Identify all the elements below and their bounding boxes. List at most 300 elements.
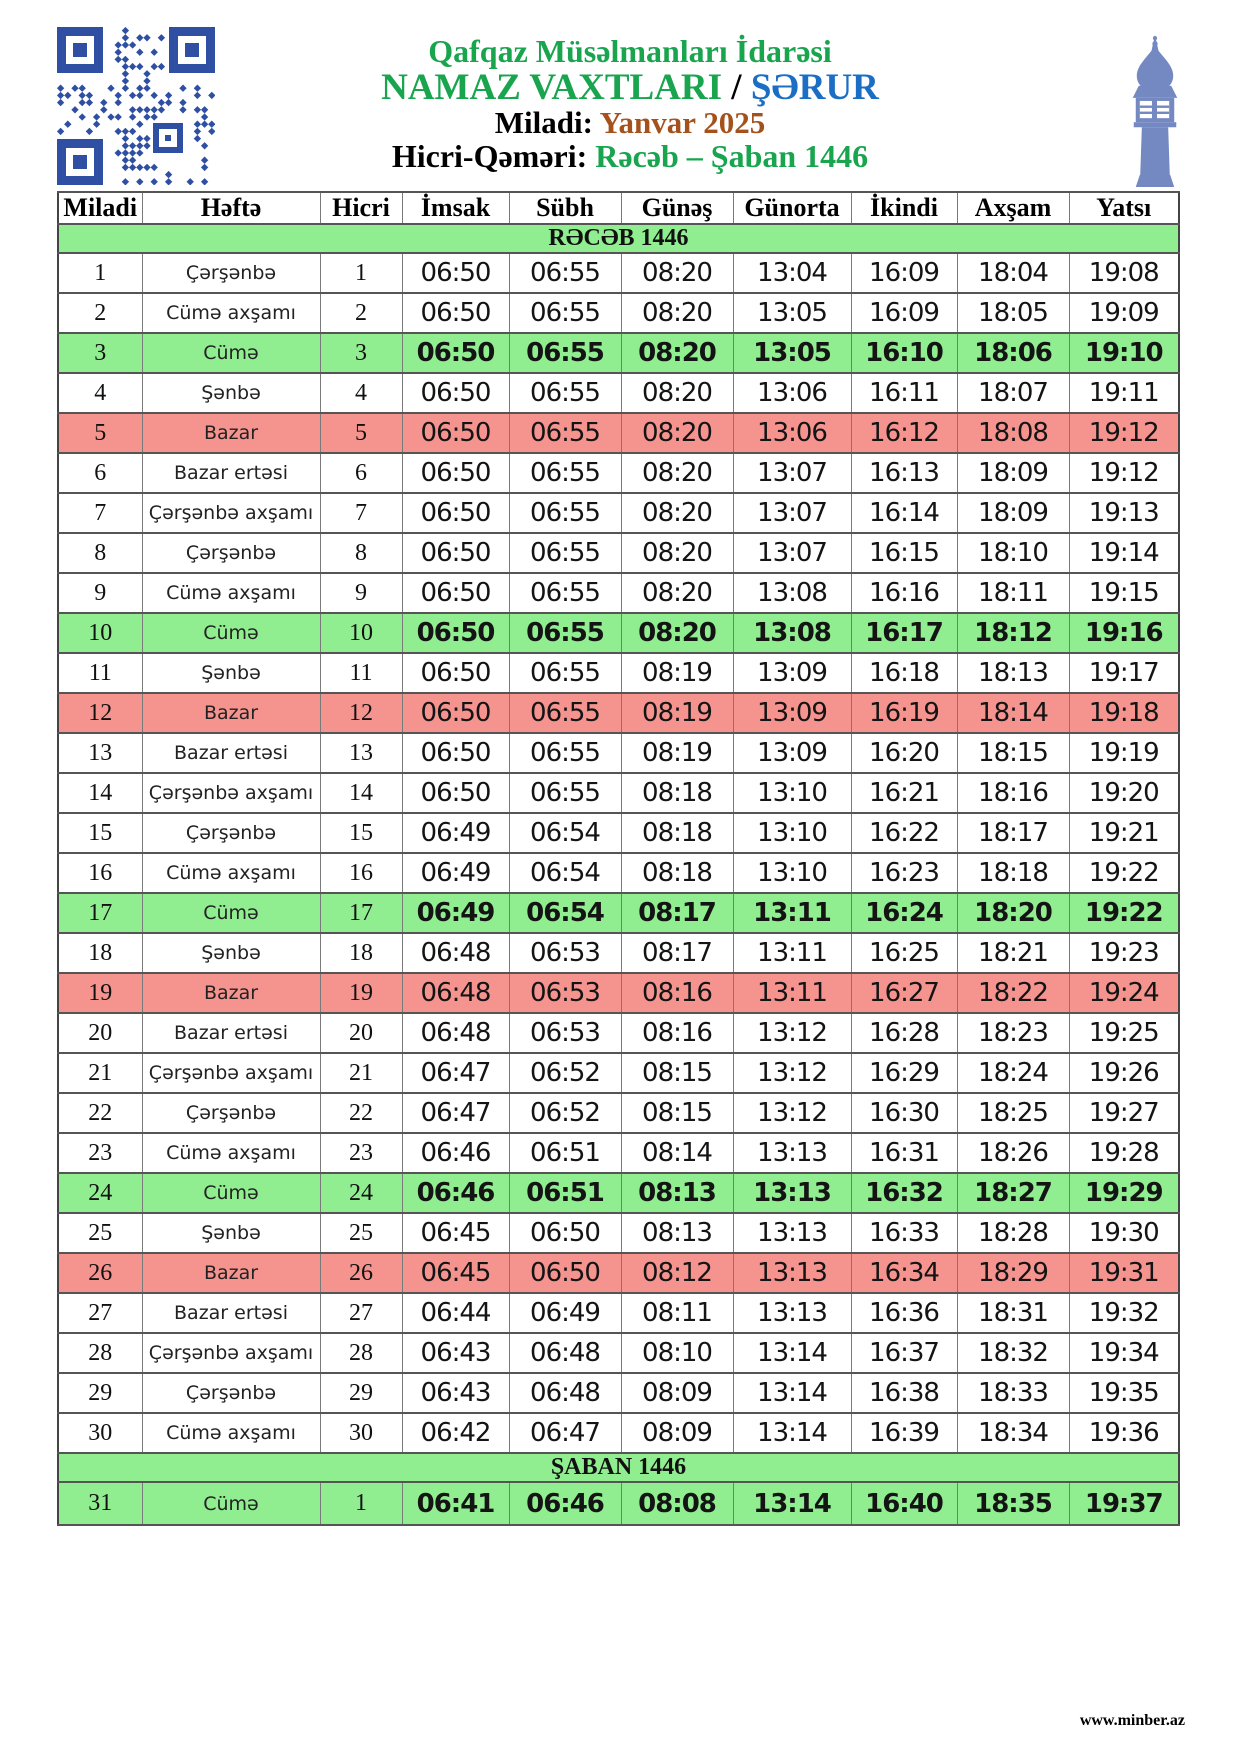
cell-gunes: 08:17 <box>621 893 733 933</box>
cell-miladi: 2 <box>58 293 142 333</box>
prayer-day-row <box>58 453 1179 493</box>
cell-miladi: 20 <box>58 1013 142 1053</box>
cell-hicri: 22 <box>320 1093 402 1133</box>
cell-gunorta: 13:04 <box>733 253 851 293</box>
cell-axsam: 18:06 <box>957 333 1069 373</box>
hicri-line <box>230 139 1030 173</box>
cell-gunes: 08:09 <box>621 1373 733 1413</box>
cell-ikindi: 16:33 <box>851 1213 957 1253</box>
cell-imsak: 06:50 <box>402 773 509 813</box>
cell-subh: 06:55 <box>509 653 621 693</box>
cell-weekday: Cümə <box>142 333 320 373</box>
cell-axsam: 18:05 <box>957 293 1069 333</box>
cell-ikindi: 16:17 <box>851 613 957 653</box>
cell-gunorta: 13:09 <box>733 733 851 773</box>
cell-axsam: 18:04 <box>957 253 1069 293</box>
cell-weekday: Çərşənbə <box>142 253 320 293</box>
cell-subh: 06:47 <box>509 1413 621 1453</box>
cell-weekday: Çərşənbə <box>142 1093 320 1133</box>
cell-axsam: 18:31 <box>957 1293 1069 1333</box>
cell-miladi: 14 <box>58 773 142 813</box>
page-title <box>230 68 1030 107</box>
cell-gunorta: 13:07 <box>733 533 851 573</box>
cell-yatsi: 19:12 <box>1069 453 1179 493</box>
cell-miladi: 12 <box>58 693 142 733</box>
cell-gunorta: 13:11 <box>733 973 851 1013</box>
prayer-day-row <box>58 1173 1179 1213</box>
cell-ikindi: 16:21 <box>851 773 957 813</box>
col-header-gunorta: Günorta <box>733 192 851 224</box>
cell-ikindi: 16:29 <box>851 1053 957 1093</box>
cell-subh: 06:55 <box>509 493 621 533</box>
cell-gunes: 08:14 <box>621 1133 733 1173</box>
cell-hicri: 24 <box>320 1173 402 1213</box>
cell-miladi: 4 <box>58 373 142 413</box>
cell-gunes: 08:09 <box>621 1413 733 1453</box>
cell-ikindi: 16:15 <box>851 533 957 573</box>
cell-subh: 06:48 <box>509 1373 621 1413</box>
cell-imsak: 06:43 <box>402 1333 509 1373</box>
cell-gunorta: 13:07 <box>733 493 851 533</box>
cell-axsam: 18:25 <box>957 1093 1069 1133</box>
cell-weekday: Cümə <box>142 1173 320 1213</box>
cell-subh: 06:52 <box>509 1093 621 1133</box>
cell-gunorta: 13:11 <box>733 893 851 933</box>
cell-hicri: 1 <box>320 1482 402 1525</box>
cell-yatsi: 19:20 <box>1069 773 1179 813</box>
cell-gunorta: 13:05 <box>733 333 851 373</box>
cell-gunes: 08:10 <box>621 1333 733 1373</box>
cell-gunes: 08:20 <box>621 333 733 373</box>
cell-gunorta: 13:06 <box>733 413 851 453</box>
cell-yatsi: 19:16 <box>1069 613 1179 653</box>
title-main: NAMAZ VAXTLARI <box>381 67 723 108</box>
cell-subh: 06:51 <box>509 1133 621 1173</box>
cell-ikindi: 16:28 <box>851 1013 957 1053</box>
cell-miladi: 19 <box>58 973 142 1013</box>
cell-weekday: Bazar ertəsi <box>142 1013 320 1053</box>
cell-axsam: 18:14 <box>957 693 1069 733</box>
prayer-day-row <box>58 1093 1179 1133</box>
cell-gunorta: 13:14 <box>733 1413 851 1453</box>
cell-hicri: 20 <box>320 1013 402 1053</box>
cell-miladi: 18 <box>58 933 142 973</box>
cell-yatsi: 19:19 <box>1069 733 1179 773</box>
cell-gunes: 08:20 <box>621 253 733 293</box>
cell-yatsi: 19:22 <box>1069 853 1179 893</box>
cell-imsak: 06:50 <box>402 573 509 613</box>
hicri-label: Hicri-Qəməri: <box>391 138 588 174</box>
cell-axsam: 18:12 <box>957 613 1069 653</box>
cell-miladi: 8 <box>58 533 142 573</box>
cell-imsak: 06:47 <box>402 1053 509 1093</box>
cell-yatsi: 19:27 <box>1069 1093 1179 1133</box>
cell-ikindi: 16:10 <box>851 333 957 373</box>
cell-axsam: 18:24 <box>957 1053 1069 1093</box>
month-banner-label: ŞABAN 1446 <box>58 1453 1179 1482</box>
cell-weekday: Cümə axşamı <box>142 1133 320 1173</box>
cell-imsak: 06:50 <box>402 653 509 693</box>
cell-hicri: 29 <box>320 1373 402 1413</box>
cell-imsak: 06:50 <box>402 333 509 373</box>
cell-axsam: 18:09 <box>957 493 1069 533</box>
cell-subh: 06:50 <box>509 1253 621 1293</box>
cell-gunes: 08:20 <box>621 613 733 653</box>
cell-gunes: 08:20 <box>621 573 733 613</box>
cell-ikindi: 16:24 <box>851 893 957 933</box>
cell-axsam: 18:29 <box>957 1253 1069 1293</box>
cell-weekday: Çərşənbə axşamı <box>142 773 320 813</box>
cell-weekday: Çərşənbə axşamı <box>142 1333 320 1373</box>
cell-gunorta: 13:06 <box>733 373 851 413</box>
prayer-times-table <box>57 191 1180 1526</box>
cell-gunes: 08:20 <box>621 493 733 533</box>
prayer-day-row <box>58 573 1179 613</box>
cell-imsak: 06:45 <box>402 1213 509 1253</box>
cell-weekday: Cümə <box>142 613 320 653</box>
cell-miladi: 25 <box>58 1213 142 1253</box>
cell-ikindi: 16:11 <box>851 373 957 413</box>
cell-weekday: Şənbə <box>142 373 320 413</box>
cell-miladi: 27 <box>58 1293 142 1333</box>
cell-hicri: 15 <box>320 813 402 853</box>
cell-weekday: Şənbə <box>142 653 320 693</box>
cell-yatsi: 19:23 <box>1069 933 1179 973</box>
cell-miladi: 23 <box>58 1133 142 1173</box>
cell-imsak: 06:48 <box>402 933 509 973</box>
cell-axsam: 18:16 <box>957 773 1069 813</box>
cell-gunorta: 13:14 <box>733 1482 851 1525</box>
cell-hicri: 9 <box>320 573 402 613</box>
cell-subh: 06:53 <box>509 1013 621 1053</box>
cell-yatsi: 19:30 <box>1069 1213 1179 1253</box>
cell-subh: 06:54 <box>509 853 621 893</box>
cell-miladi: 28 <box>58 1333 142 1373</box>
cell-weekday: Bazar ertəsi <box>142 1293 320 1333</box>
cell-gunes: 08:18 <box>621 773 733 813</box>
cell-axsam: 18:10 <box>957 533 1069 573</box>
cell-yatsi: 19:10 <box>1069 333 1179 373</box>
cell-axsam: 18:18 <box>957 853 1069 893</box>
col-header-yatsi: Yatsı <box>1069 192 1179 224</box>
cell-miladi: 7 <box>58 493 142 533</box>
cell-subh: 06:54 <box>509 893 621 933</box>
cell-hicri: 13 <box>320 733 402 773</box>
cell-imsak: 06:49 <box>402 853 509 893</box>
cell-ikindi: 16:19 <box>851 693 957 733</box>
cell-gunorta: 13:12 <box>733 1093 851 1133</box>
cell-gunes: 08:12 <box>621 1253 733 1293</box>
cell-hicri: 10 <box>320 613 402 653</box>
cell-miladi: 15 <box>58 813 142 853</box>
cell-gunes: 08:13 <box>621 1213 733 1253</box>
cell-hicri: 17 <box>320 893 402 933</box>
cell-gunorta: 13:11 <box>733 933 851 973</box>
cell-axsam: 18:23 <box>957 1013 1069 1053</box>
cell-weekday: Bazar <box>142 973 320 1013</box>
cell-ikindi: 16:37 <box>851 1333 957 1373</box>
mosque-minaret-icon <box>1128 25 1182 187</box>
organization-title: Qafqaz Müsəlmanları İdarəsi <box>428 33 832 69</box>
cell-yatsi: 19:14 <box>1069 533 1179 573</box>
cell-gunorta: 13:10 <box>733 813 851 853</box>
cell-yatsi: 19:22 <box>1069 893 1179 933</box>
cell-gunes: 08:20 <box>621 453 733 493</box>
cell-subh: 06:46 <box>509 1482 621 1525</box>
prayer-day-row <box>58 533 1179 573</box>
cell-imsak: 06:50 <box>402 253 509 293</box>
prayer-day-row <box>58 1413 1179 1453</box>
table-header <box>58 192 1179 224</box>
cell-axsam: 18:20 <box>957 893 1069 933</box>
cell-weekday: Şənbə <box>142 933 320 973</box>
prayer-day-row <box>58 493 1179 533</box>
cell-gunes: 08:20 <box>621 293 733 333</box>
col-header-hicri: Hicri <box>320 192 402 224</box>
cell-subh: 06:49 <box>509 1293 621 1333</box>
cell-gunorta: 13:05 <box>733 293 851 333</box>
cell-weekday: Bazar <box>142 413 320 453</box>
prayer-day-row <box>58 1373 1179 1413</box>
cell-miladi: 29 <box>58 1373 142 1413</box>
prayer-day-row <box>58 933 1179 973</box>
prayer-day-row <box>58 1482 1179 1525</box>
cell-weekday: Cümə <box>142 1482 320 1525</box>
cell-gunes: 08:19 <box>621 653 733 693</box>
cell-yatsi: 19:13 <box>1069 493 1179 533</box>
cell-gunorta: 13:10 <box>733 853 851 893</box>
cell-imsak: 06:46 <box>402 1173 509 1213</box>
cell-ikindi: 16:40 <box>851 1482 957 1525</box>
cell-yatsi: 19:32 <box>1069 1293 1179 1333</box>
cell-subh: 06:48 <box>509 1333 621 1373</box>
cell-imsak: 06:45 <box>402 1253 509 1293</box>
cell-imsak: 06:50 <box>402 533 509 573</box>
cell-subh: 06:55 <box>509 733 621 773</box>
cell-yatsi: 19:25 <box>1069 1013 1179 1053</box>
cell-imsak: 06:50 <box>402 613 509 653</box>
cell-ikindi: 16:13 <box>851 453 957 493</box>
cell-miladi: 31 <box>58 1482 142 1525</box>
cell-yatsi: 19:35 <box>1069 1373 1179 1413</box>
cell-gunorta: 13:10 <box>733 773 851 813</box>
cell-subh: 06:50 <box>509 1213 621 1253</box>
cell-hicri: 6 <box>320 453 402 493</box>
cell-axsam: 18:07 <box>957 373 1069 413</box>
month-banner-row <box>58 224 1179 253</box>
cell-axsam: 18:22 <box>957 973 1069 1013</box>
cell-axsam: 18:32 <box>957 1333 1069 1373</box>
page-title-block <box>230 34 1030 173</box>
prayer-day-row <box>58 1053 1179 1093</box>
prayer-day-row <box>58 973 1179 1013</box>
cell-hicri: 30 <box>320 1413 402 1453</box>
col-header-ikindi: İkindi <box>851 192 957 224</box>
cell-weekday: Bazar ertəsi <box>142 453 320 493</box>
cell-gunes: 08:20 <box>621 373 733 413</box>
cell-miladi: 26 <box>58 1253 142 1293</box>
cell-ikindi: 16:22 <box>851 813 957 853</box>
cell-gunes: 08:16 <box>621 1013 733 1053</box>
cell-imsak: 06:46 <box>402 1133 509 1173</box>
cell-hicri: 21 <box>320 1053 402 1093</box>
col-header-hefte: Həftə <box>142 192 320 224</box>
cell-imsak: 06:47 <box>402 1093 509 1133</box>
miladi-line <box>230 107 1030 139</box>
cell-gunorta: 13:13 <box>733 1293 851 1333</box>
cell-ikindi: 16:36 <box>851 1293 957 1333</box>
cell-hicri: 23 <box>320 1133 402 1173</box>
cell-imsak: 06:44 <box>402 1293 509 1333</box>
cell-subh: 06:55 <box>509 693 621 733</box>
prayer-day-row <box>58 653 1179 693</box>
cell-miladi: 13 <box>58 733 142 773</box>
cell-yatsi: 19:34 <box>1069 1333 1179 1373</box>
prayer-day-row <box>58 1213 1179 1253</box>
cell-subh: 06:55 <box>509 293 621 333</box>
cell-gunes: 08:13 <box>621 1173 733 1213</box>
cell-axsam: 18:13 <box>957 653 1069 693</box>
cell-ikindi: 16:38 <box>851 1373 957 1413</box>
cell-imsak: 06:49 <box>402 813 509 853</box>
cell-miladi: 17 <box>58 893 142 933</box>
cell-weekday: Cümə axşamı <box>142 573 320 613</box>
cell-weekday: Çərşənbə axşamı <box>142 493 320 533</box>
title-city: ŞƏRUR <box>750 67 879 108</box>
cell-ikindi: 16:39 <box>851 1413 957 1453</box>
cell-ikindi: 16:09 <box>851 253 957 293</box>
cell-subh: 06:55 <box>509 333 621 373</box>
cell-ikindi: 16:32 <box>851 1173 957 1213</box>
cell-weekday: Bazar ertəsi <box>142 733 320 773</box>
cell-ikindi: 16:16 <box>851 573 957 613</box>
cell-subh: 06:51 <box>509 1173 621 1213</box>
cell-hicri: 18 <box>320 933 402 973</box>
cell-miladi: 5 <box>58 413 142 453</box>
cell-weekday: Bazar <box>142 1253 320 1293</box>
cell-yatsi: 19:36 <box>1069 1413 1179 1453</box>
cell-imsak: 06:49 <box>402 893 509 933</box>
cell-ikindi: 16:18 <box>851 653 957 693</box>
cell-ikindi: 16:23 <box>851 853 957 893</box>
cell-gunorta: 13:14 <box>733 1333 851 1373</box>
cell-hicri: 7 <box>320 493 402 533</box>
prayer-day-row <box>58 373 1179 413</box>
cell-gunorta: 13:08 <box>733 613 851 653</box>
cell-subh: 06:55 <box>509 453 621 493</box>
cell-miladi: 3 <box>58 333 142 373</box>
cell-axsam: 18:09 <box>957 453 1069 493</box>
prayer-day-row <box>58 293 1179 333</box>
cell-ikindi: 16:09 <box>851 293 957 333</box>
cell-miladi: 10 <box>58 613 142 653</box>
cell-yatsi: 19:24 <box>1069 973 1179 1013</box>
cell-axsam: 18:26 <box>957 1133 1069 1173</box>
cell-hicri: 27 <box>320 1293 402 1333</box>
cell-hicri: 19 <box>320 973 402 1013</box>
cell-axsam: 18:35 <box>957 1482 1069 1525</box>
col-header-miladi: Miladi <box>58 192 142 224</box>
cell-ikindi: 16:27 <box>851 973 957 1013</box>
cell-yatsi: 19:37 <box>1069 1482 1179 1525</box>
cell-axsam: 18:33 <box>957 1373 1069 1413</box>
cell-subh: 06:52 <box>509 1053 621 1093</box>
cell-gunes: 08:20 <box>621 533 733 573</box>
col-header-gunes: Günəş <box>621 192 733 224</box>
cell-subh: 06:55 <box>509 773 621 813</box>
cell-axsam: 18:15 <box>957 733 1069 773</box>
cell-yatsi: 19:21 <box>1069 813 1179 853</box>
prayer-day-row <box>58 1333 1179 1373</box>
cell-ikindi: 16:12 <box>851 413 957 453</box>
cell-weekday: Bazar <box>142 693 320 733</box>
cell-axsam: 18:21 <box>957 933 1069 973</box>
cell-hicri: 16 <box>320 853 402 893</box>
cell-hicri: 25 <box>320 1213 402 1253</box>
cell-imsak: 06:42 <box>402 1413 509 1453</box>
cell-yatsi: 19:09 <box>1069 293 1179 333</box>
cell-axsam: 18:08 <box>957 413 1069 453</box>
cell-gunorta: 13:07 <box>733 453 851 493</box>
cell-hicri: 4 <box>320 373 402 413</box>
table-header-row <box>58 192 1179 224</box>
cell-miladi: 11 <box>58 653 142 693</box>
cell-gunorta: 13:13 <box>733 1253 851 1293</box>
cell-imsak: 06:41 <box>402 1482 509 1525</box>
cell-gunes: 08:18 <box>621 813 733 853</box>
cell-subh: 06:53 <box>509 973 621 1013</box>
prayer-table-body <box>58 224 1179 1525</box>
prayer-day-row <box>58 693 1179 733</box>
prayer-day-row <box>58 773 1179 813</box>
cell-hicri: 14 <box>320 773 402 813</box>
cell-imsak: 06:50 <box>402 413 509 453</box>
col-header-subh: Sübh <box>509 192 621 224</box>
cell-axsam: 18:17 <box>957 813 1069 853</box>
cell-miladi: 22 <box>58 1093 142 1133</box>
cell-weekday: Cümə axşamı <box>142 293 320 333</box>
cell-yatsi: 19:12 <box>1069 413 1179 453</box>
cell-weekday: Çərşənbə <box>142 533 320 573</box>
cell-gunes: 08:11 <box>621 1293 733 1333</box>
cell-gunorta: 13:09 <box>733 693 851 733</box>
prayer-day-row <box>58 853 1179 893</box>
cell-yatsi: 19:15 <box>1069 573 1179 613</box>
cell-subh: 06:55 <box>509 413 621 453</box>
cell-yatsi: 19:28 <box>1069 1133 1179 1173</box>
prayer-day-row <box>58 893 1179 933</box>
cell-subh: 06:55 <box>509 253 621 293</box>
cell-hicri: 11 <box>320 653 402 693</box>
cell-gunorta: 13:08 <box>733 573 851 613</box>
cell-hicri: 26 <box>320 1253 402 1293</box>
cell-weekday: Çərşənbə <box>142 1373 320 1413</box>
miladi-value: Yanvar 2025 <box>599 105 766 140</box>
cell-yatsi: 19:26 <box>1069 1053 1179 1093</box>
cell-hicri: 28 <box>320 1333 402 1373</box>
cell-imsak: 06:48 <box>402 973 509 1013</box>
cell-imsak: 06:50 <box>402 493 509 533</box>
cell-hicri: 1 <box>320 253 402 293</box>
cell-gunorta: 13:12 <box>733 1013 851 1053</box>
cell-imsak: 06:48 <box>402 1013 509 1053</box>
prayer-day-row <box>58 253 1179 293</box>
cell-weekday: Çərşənbə axşamı <box>142 1053 320 1093</box>
cell-gunes: 08:19 <box>621 733 733 773</box>
cell-subh: 06:55 <box>509 573 621 613</box>
cell-gunes: 08:19 <box>621 693 733 733</box>
title-separator: / <box>731 67 742 108</box>
